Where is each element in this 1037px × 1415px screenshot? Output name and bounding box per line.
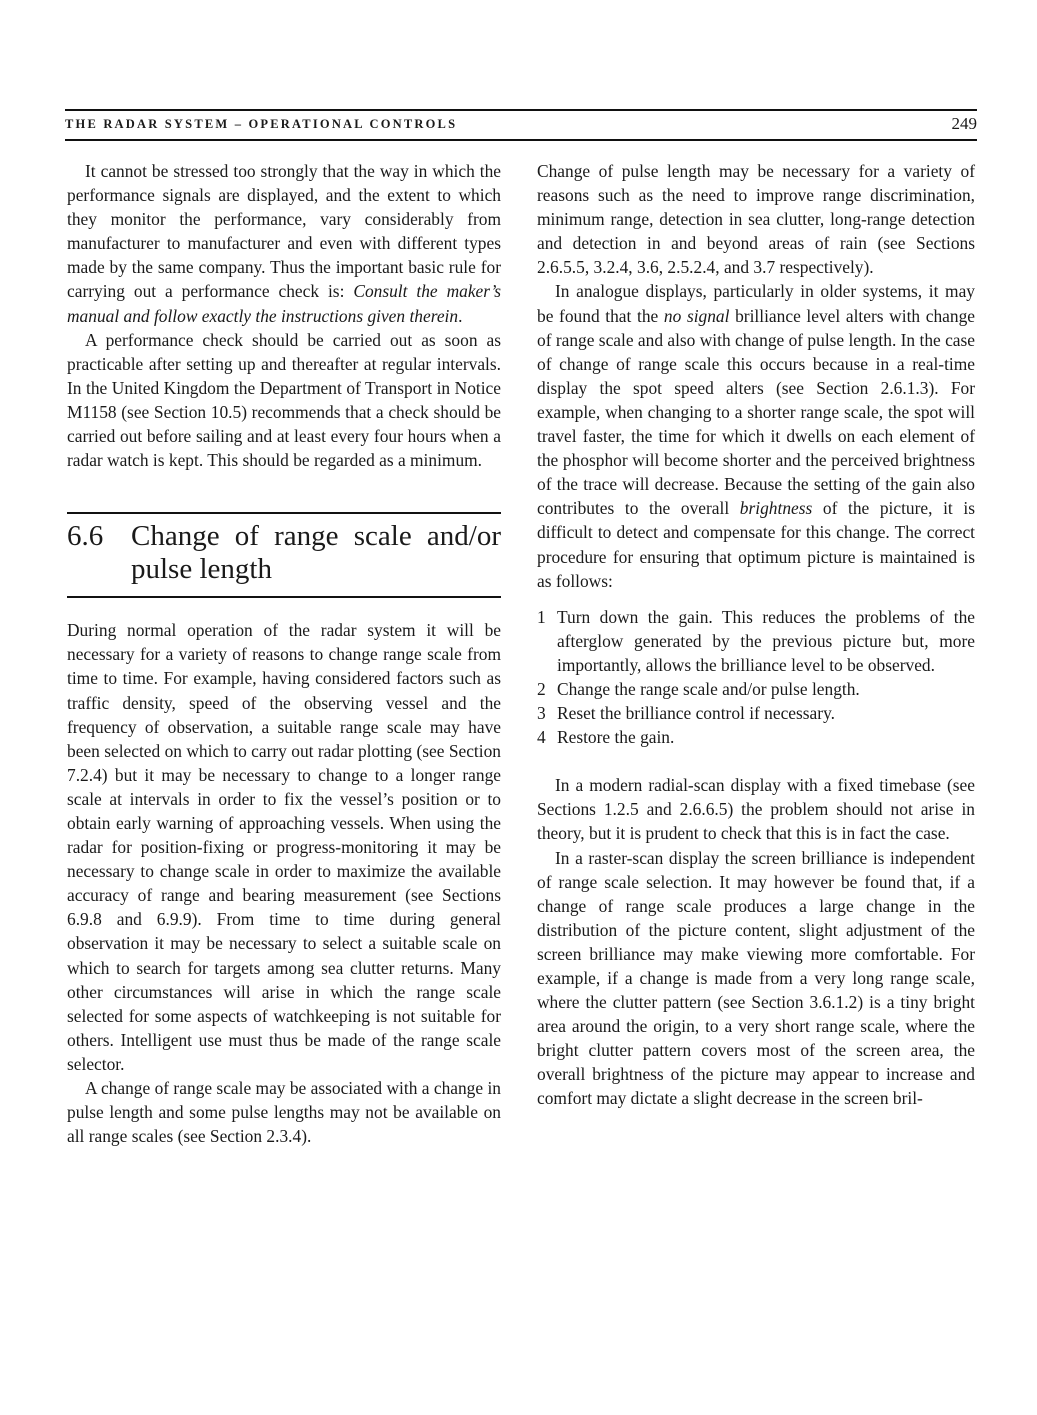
page-number: 249 [951,114,977,133]
paragraph: It cannot be stressed too strongly that the way in which the performance signals are displayed, and the extent to which they monitor the performance, vary considerably from manufacturer to manufacturer and even with different types made by the same company. Thus the important basic rule for carrying out a performance check is: Consult the maker’s manual and follow exactly the instructions given therein. [67,161,501,326]
paragraph: In a raster-scan display the screen brilliance is independent of range scale selection. It may however be found that, if a change of range scale produces a large change in the distribution of the picture content, slight adjustment of the screen brilliance may make viewing more comfortable. For example, if a change is made from a very long range scale, where the clutter pattern (see Section 3.6.1.2) is a tiny bright area around the origin, to a very short range scale, where the bright clutter pattern covers most of the screen area, the overall brightness of the picture may appear to increase and comfort may dictate a slight decrease in the screen bril- [537,847,975,1109]
emphasis-text: Consult the maker’s manual and follow exactly the instructions given therein [67,281,501,326]
list-item: 1 Turn down the gain. This reduces the problems of the afterglow generated by the previous picture but, more importantly, allows the brilliance level to be observed. [537,606,975,675]
procedure-list [537,605,975,750]
list-item: 4 Restore the gain. [537,727,675,748]
left-column [67,159,501,1148]
paragraph: In a modern radial-scan display with a fixed timebase (see Sections 1.2.5 and 2.6.6.5) the problem should not arise in theory, but it is prudent to check that this is in fact the case. [537,775,975,844]
section-heading [67,512,501,598]
list-item: 3 Reset the brilliance control if necessary. [537,703,835,724]
emphasis-text: no signal [663,305,730,326]
paragraph: Change of pulse length may be necessary for a variety of reasons such as the need to improve range discrimination, minimum range, detection in sea clutter, long-range detection and detection in and beyond areas of rain (see Sections 2.6.5.5, 3.2.4, 3.6, 2.5.2.4, and 3.7 respectively). [537,161,975,278]
running-title: THE RADAR SYSTEM – OPERATIONAL CONTROLS [65,117,458,131]
right-column [537,159,975,1111]
book-page [65,109,977,1147]
section-title: Change of range scale and/or pulse length [131,520,501,586]
running-header [65,109,977,141]
emphasis-text: brightness [739,498,813,519]
paragraph: During normal operation of the radar system it will be necessary for a variety of reasons to change range scale from time to time. For example, having considered factors such as traffic density, speed of the observing vessel and the frequency of observation, a suitable range scale may have been selected on which to carry out radar plotting (see Section 7.2.4) but it may be necessary to change to a longer range scale at intervals in order to fix the vessel’s position or to obtain early warning of approaching vessels. When using the radar for position-fixing or progress-monitoring it may be necessary to change scale in order to maximize the available accuracy of range and bearing measurement (see Sections 6.9.8 and 6.9.9). From time to time during general observation it may be necessary to select a suitable scale on which to search for targets among sea clutter returns. Many other circumstances will arise in which the range scale selected for some aspects of watchkeeping is not suitable for others. Intelligent use must thus be made of the range scale selector. [67,620,501,1074]
list-item: 2 Change the range scale and/or pulse length. [537,678,860,699]
paragraph: A performance check should be carried out as soon as practicable after setting up and thereafter at regular intervals. In the United Kingdom the Department of Transport in Notice M1158 (see Section 10.5) recommends that a check should be carried out before sailing and at least every four hours when a radar watch is kept. This should be regarded as a minimum. [67,329,501,471]
section-number: 6.6 [67,520,104,553]
paragraph: A change of range scale may be associated with a change in pulse length and some pulse lengths may not be available on all range scales (see Section 2.3.4). [67,1078,501,1147]
paragraph: In analogue displays, particularly in older systems, it may be found that the no signal brilliance level alters with change of range scale and also with change of pulse length. In the case of change of range scale this occurs because in a real-time display the spot speed alters (see Section 2.6.1.3). For example, when changing to a shorter range scale, the spot will travel faster, the time for which it dwells on each element of the phosphor will become shorter and the perceived brightness of the trace will decrease. Because the setting of the gain also contributes to the overall brightness of the picture, it is difficult to detect and compensate for this change. The correct procedure for ensuring that optimum picture is maintained is as follows: [537,281,975,591]
